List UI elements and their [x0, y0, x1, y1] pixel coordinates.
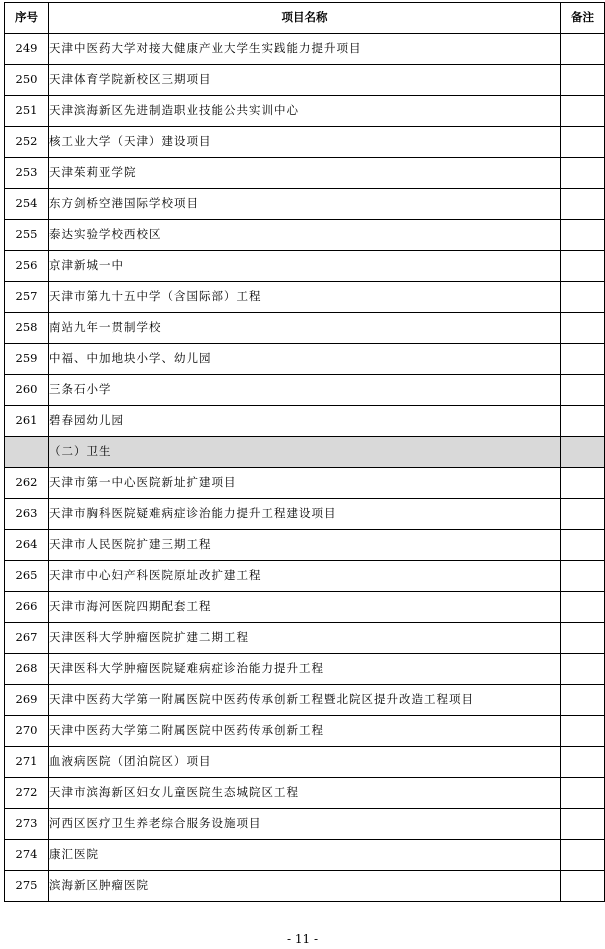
project-name-cell: 天津医科大学肿瘤医院扩建二期工程 [49, 623, 561, 654]
remarks-cell [561, 499, 605, 530]
project-name-cell: 中福、中加地块小学、幼儿园 [49, 344, 561, 375]
serial-number-cell: 274 [5, 840, 49, 871]
serial-number-cell: 271 [5, 747, 49, 778]
remarks-cell [561, 623, 605, 654]
serial-number-cell: 267 [5, 623, 49, 654]
project-name-cell: 京津新城一中 [49, 251, 561, 282]
remarks-cell [561, 809, 605, 840]
project-name-cell: 天津中医药大学对接大健康产业大学生实践能力提升项目 [49, 34, 561, 65]
serial-number-cell: 270 [5, 716, 49, 747]
table-header-row [5, 3, 605, 34]
serial-number-cell: 268 [5, 654, 49, 685]
serial-number-cell: 258 [5, 313, 49, 344]
remarks-cell [561, 406, 605, 437]
table-row [5, 871, 605, 902]
table-row [5, 313, 605, 344]
remarks-cell [561, 592, 605, 623]
remarks-cell [561, 158, 605, 189]
remarks-cell [561, 840, 605, 871]
table-row [5, 65, 605, 96]
header-serial-number: 序号 [5, 3, 49, 34]
remarks-cell [561, 530, 605, 561]
serial-number-cell: 275 [5, 871, 49, 902]
serial-number-cell: 256 [5, 251, 49, 282]
header-remarks: 备注 [561, 3, 605, 34]
project-name-cell: 天津市胸科医院疑难病症诊治能力提升工程建设项目 [49, 499, 561, 530]
remarks-cell [561, 778, 605, 809]
project-name-cell: 天津中医药大学第二附属医院中医药传承创新工程 [49, 716, 561, 747]
serial-number-cell: 249 [5, 34, 49, 65]
table-row [5, 654, 605, 685]
remarks-cell [561, 654, 605, 685]
serial-number-cell: 272 [5, 778, 49, 809]
serial-number-cell: 255 [5, 220, 49, 251]
remarks-cell [561, 871, 605, 902]
project-name-cell: 泰达实验学校西校区 [49, 220, 561, 251]
table-row [5, 220, 605, 251]
serial-number-cell: 259 [5, 344, 49, 375]
table-row [5, 158, 605, 189]
table-row [5, 499, 605, 530]
remarks-cell [561, 716, 605, 747]
remarks-cell [561, 220, 605, 251]
serial-number-cell: 263 [5, 499, 49, 530]
project-name-cell: 天津茱莉亚学院 [49, 158, 561, 189]
project-name-cell: 滨海新区肿瘤医院 [49, 871, 561, 902]
remarks-cell [561, 685, 605, 716]
serial-number-cell [5, 437, 49, 468]
serial-number-cell: 264 [5, 530, 49, 561]
table-row [5, 592, 605, 623]
remarks-cell [561, 34, 605, 65]
remarks-cell [561, 313, 605, 344]
remarks-cell [561, 282, 605, 313]
table-row [5, 189, 605, 220]
remarks-cell [561, 375, 605, 406]
remarks-cell [561, 96, 605, 127]
project-table [4, 2, 605, 902]
remarks-cell [561, 437, 605, 468]
serial-number-cell: 265 [5, 561, 49, 592]
serial-number-cell: 251 [5, 96, 49, 127]
table-row [5, 127, 605, 158]
project-name-cell: 三条石小学 [49, 375, 561, 406]
project-name-cell: 天津体育学院新校区三期项目 [49, 65, 561, 96]
project-name-cell: 血液病医院（团泊院区）项目 [49, 747, 561, 778]
serial-number-cell: 273 [5, 809, 49, 840]
serial-number-cell: 266 [5, 592, 49, 623]
project-name-cell: 天津市中心妇产科医院原址改扩建工程 [49, 561, 561, 592]
project-name-cell: 天津市第一中心医院新址扩建项目 [49, 468, 561, 499]
table-row [5, 716, 605, 747]
project-name-cell: 天津市海河医院四期配套工程 [49, 592, 561, 623]
project-name-cell: （二）卫生 [49, 437, 561, 468]
remarks-cell [561, 747, 605, 778]
serial-number-cell: 253 [5, 158, 49, 189]
table-row [5, 561, 605, 592]
table-row [5, 344, 605, 375]
table-row [5, 34, 605, 65]
project-name-cell: 核工业大学（天津）建设项目 [49, 127, 561, 158]
serial-number-cell: 252 [5, 127, 49, 158]
serial-number-cell: 262 [5, 468, 49, 499]
table-row [5, 468, 605, 499]
table-row [5, 623, 605, 654]
remarks-cell [561, 189, 605, 220]
project-name-cell: 天津医科大学肿瘤医院疑难病症诊治能力提升工程 [49, 654, 561, 685]
table-row [5, 747, 605, 778]
project-name-cell: 东方剑桥空港国际学校项目 [49, 189, 561, 220]
table-row [5, 251, 605, 282]
project-name-cell: 碧春园幼儿园 [49, 406, 561, 437]
remarks-cell [561, 65, 605, 96]
project-name-cell: 天津中医药大学第一附属医院中医药传承创新工程暨北院区提升改造工程项目 [49, 685, 561, 716]
project-name-cell: 南站九年一贯制学校 [49, 313, 561, 344]
page-number: - 11 - [286, 932, 318, 946]
header-project-name: 项目名称 [49, 3, 561, 34]
serial-number-cell: 254 [5, 189, 49, 220]
table-row [5, 530, 605, 561]
project-name-cell: 天津市第九十五中学（含国际部）工程 [49, 282, 561, 313]
table-row [5, 96, 605, 127]
project-name-cell: 天津市滨海新区妇女儿童医院生态城院区工程 [49, 778, 561, 809]
remarks-cell [561, 344, 605, 375]
table-row [5, 685, 605, 716]
table-row [5, 375, 605, 406]
table-row [5, 809, 605, 840]
section-header-row [5, 437, 605, 468]
remarks-cell [561, 468, 605, 499]
project-name-cell: 康汇医院 [49, 840, 561, 871]
serial-number-cell: 261 [5, 406, 49, 437]
project-name-cell: 天津市人民医院扩建三期工程 [49, 530, 561, 561]
remarks-cell [561, 127, 605, 158]
serial-number-cell: 260 [5, 375, 49, 406]
project-name-cell: 河西区医疗卫生养老综合服务设施项目 [49, 809, 561, 840]
serial-number-cell: 250 [5, 65, 49, 96]
remarks-cell [561, 561, 605, 592]
serial-number-cell: 269 [5, 685, 49, 716]
project-name-cell: 天津滨海新区先进制造职业技能公共实训中心 [49, 96, 561, 127]
table-row [5, 282, 605, 313]
table-row [5, 840, 605, 871]
table-row [5, 406, 605, 437]
remarks-cell [561, 251, 605, 282]
table-row [5, 778, 605, 809]
serial-number-cell: 257 [5, 282, 49, 313]
